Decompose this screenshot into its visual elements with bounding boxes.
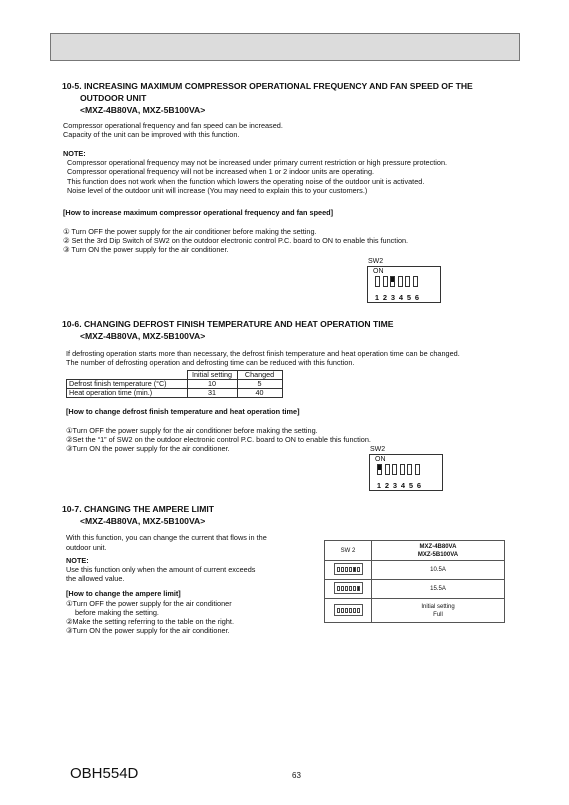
paragraph: Capacity of the unit can be improved with this function. bbox=[63, 130, 240, 139]
howto-heading: [How to increase maximum compressor operational frequency and fan speed] bbox=[63, 208, 334, 217]
table-cell-line: Full bbox=[433, 611, 443, 618]
table-cell-line: Initial setting bbox=[421, 603, 455, 610]
dip-switch-4 bbox=[398, 276, 403, 287]
switch-number: 4 bbox=[398, 293, 404, 302]
note-item: Compressor operational frequency may not be increased under primary current restriction or high pressure protection. bbox=[67, 158, 448, 167]
mini-dip-cell bbox=[337, 567, 340, 572]
mini-dip-cell bbox=[341, 608, 344, 613]
dip-switch-1 bbox=[375, 276, 380, 287]
section-title-cont: OUTDOOR UNIT bbox=[80, 93, 147, 103]
table-cell: 5 bbox=[237, 380, 282, 389]
ampere-table bbox=[324, 540, 505, 623]
mini-dip-cell bbox=[357, 586, 360, 591]
note-label: NOTE: bbox=[63, 149, 86, 158]
paragraph: With this function, you can change the current that flows in the bbox=[66, 533, 267, 542]
switch-number: 5 bbox=[408, 481, 414, 490]
table-cell: 10.5A bbox=[372, 561, 505, 580]
model-label: MXZ-4B80VA bbox=[419, 543, 457, 550]
dip-switch-3 bbox=[392, 464, 397, 475]
mini-dip-cell bbox=[337, 608, 340, 613]
switch-number: 3 bbox=[392, 481, 398, 490]
step: ②Make the setting referring to the table on the right. bbox=[66, 617, 234, 626]
table-row bbox=[325, 561, 505, 580]
switch-number: 4 bbox=[400, 481, 406, 490]
on-label: ON bbox=[373, 268, 384, 275]
switch-number: 5 bbox=[406, 293, 412, 302]
mini-dip-cell bbox=[349, 608, 352, 613]
dip-switch-sw2 bbox=[367, 266, 441, 303]
mini-dip-cell bbox=[337, 586, 340, 591]
step: ①Turn OFF the power supply for the air conditioner bbox=[66, 599, 232, 608]
note-item: This function does not work when the function which lowers the operating noise of the outdoor unit is activated. bbox=[67, 177, 425, 186]
mini-dip-cell bbox=[357, 567, 360, 572]
section-models: <MXZ-4B80VA, MXZ-5B100VA> bbox=[80, 105, 206, 115]
note-item: Noise level of the outdoor unit will increase (You may need to explain this to your customers.) bbox=[67, 186, 368, 195]
dip-switch-4 bbox=[400, 464, 405, 475]
page-number: 63 bbox=[292, 771, 301, 780]
step: ③Turn ON the power supply for the air conditioner. bbox=[66, 444, 230, 453]
mini-dip-cell bbox=[341, 586, 344, 591]
dip-switch-1 bbox=[377, 464, 382, 475]
table-cell: 40 bbox=[237, 389, 282, 398]
sw-label: SW2 bbox=[370, 446, 386, 453]
section-title: 10-6. CHANGING DEFROST FINISH TEMPERATURE AND HEAT OPERATION TIME bbox=[62, 319, 394, 329]
table-cell: 15.5A bbox=[372, 580, 505, 599]
switch-number: 2 bbox=[382, 293, 388, 302]
dip-switch-2 bbox=[385, 464, 390, 475]
table-header: Initial setting bbox=[187, 371, 237, 380]
step: ② Set the 3rd Dip Switch of SW2 on the outdoor electronic control P.C. board to ON to enable this function. bbox=[63, 236, 409, 245]
table-header: Changed bbox=[237, 371, 282, 380]
dip-switch-5 bbox=[405, 276, 410, 287]
dip-switch-6 bbox=[415, 464, 420, 475]
step: ③Turn ON the power supply for the air conditioner. bbox=[66, 626, 230, 635]
step: ②Set the “1” of SW2 on the outdoor electronic control P.C. board to ON to enable this function. bbox=[66, 435, 371, 444]
switch-number: 2 bbox=[384, 481, 390, 490]
howto-heading: [How to change defrost finish temperature and heat operation time] bbox=[66, 407, 300, 416]
mini-dip-cell bbox=[357, 608, 360, 613]
defrost-table bbox=[66, 370, 283, 398]
switch-number: 3 bbox=[390, 293, 396, 302]
table-header: SW 2 bbox=[325, 541, 372, 561]
mini-dip-switch bbox=[325, 561, 372, 580]
section-models: <MXZ-4B80VA, MXZ-5B100VA> bbox=[80, 516, 206, 526]
step: ①Turn OFF the power supply for the air conditioner before making the setting. bbox=[66, 426, 318, 435]
section-title: 10-7. CHANGING THE AMPERE LIMIT bbox=[62, 504, 214, 514]
dip-switch-3 bbox=[390, 276, 395, 287]
paragraph: If defrosting operation starts more than necessary, the defrost finish temperature and heat operation time can be changed. bbox=[66, 349, 460, 358]
mini-dip-cell bbox=[353, 567, 356, 572]
section-models: <MXZ-4B80VA, MXZ-5B100VA> bbox=[80, 331, 206, 341]
dip-switch-2 bbox=[383, 276, 388, 287]
section-title: 10-5. INCREASING MAXIMUM COMPRESSOR OPERATIONAL FREQUENCY AND FAN SPEED OF THE bbox=[62, 81, 473, 91]
note-item: Compressor operational frequency will not be increased when 1 or 2 indoor units are operating. bbox=[67, 167, 375, 176]
step: before making the setting. bbox=[75, 608, 159, 617]
mini-dip-cell bbox=[353, 608, 356, 613]
mini-dip-cell bbox=[349, 567, 352, 572]
mini-dip-cell bbox=[349, 586, 352, 591]
switch-number: 1 bbox=[374, 293, 380, 302]
mini-dip-cell bbox=[345, 567, 348, 572]
table-cell: 10 bbox=[187, 380, 237, 389]
mini-dip-cell bbox=[341, 567, 344, 572]
table-row bbox=[67, 389, 283, 398]
dip-switch-sw2 bbox=[369, 454, 443, 491]
mini-dip-switch bbox=[325, 599, 372, 623]
table-row bbox=[325, 580, 505, 599]
step: ① Turn OFF the power supply for the air conditioner before making the setting. bbox=[63, 227, 317, 236]
on-label: ON bbox=[375, 456, 386, 463]
step: ③ Turn ON the power supply for the air conditioner. bbox=[63, 245, 229, 254]
mini-dip-cell bbox=[345, 608, 348, 613]
paragraph: Compressor operational frequency and fan speed can be increased. bbox=[63, 121, 283, 130]
dip-switch-5 bbox=[407, 464, 412, 475]
table-row bbox=[325, 599, 505, 623]
switch-number: 1 bbox=[376, 481, 382, 490]
mini-dip-switch bbox=[325, 580, 372, 599]
switch-number: 6 bbox=[416, 481, 422, 490]
paragraph: outdoor unit. bbox=[66, 543, 107, 552]
dip-switch-6 bbox=[413, 276, 418, 287]
table-cell: Heat operation time (min.) bbox=[67, 389, 188, 398]
note-label: NOTE: bbox=[66, 556, 89, 565]
sw-label: SW2 bbox=[368, 258, 384, 265]
table-cell bbox=[372, 599, 505, 623]
mini-dip-cell bbox=[353, 586, 356, 591]
switch-number: 6 bbox=[414, 293, 420, 302]
header-bar bbox=[50, 33, 520, 61]
howto-heading: [How to change the ampere limit] bbox=[66, 589, 181, 598]
mini-dip-cell bbox=[345, 586, 348, 591]
document-code: OBH554D bbox=[70, 765, 139, 782]
note-item: the allowed value. bbox=[66, 574, 125, 583]
table-header bbox=[372, 541, 505, 561]
note-item: Use this function only when the amount of current exceeds bbox=[66, 565, 256, 574]
paragraph: The number of defrosting operation and defrosting time can be reduced with this function. bbox=[66, 358, 355, 367]
model-label: MXZ-5B100VA bbox=[417, 551, 459, 558]
table-cell: Defrost finish temperature (°C) bbox=[67, 380, 188, 389]
table-cell: 31 bbox=[187, 389, 237, 398]
